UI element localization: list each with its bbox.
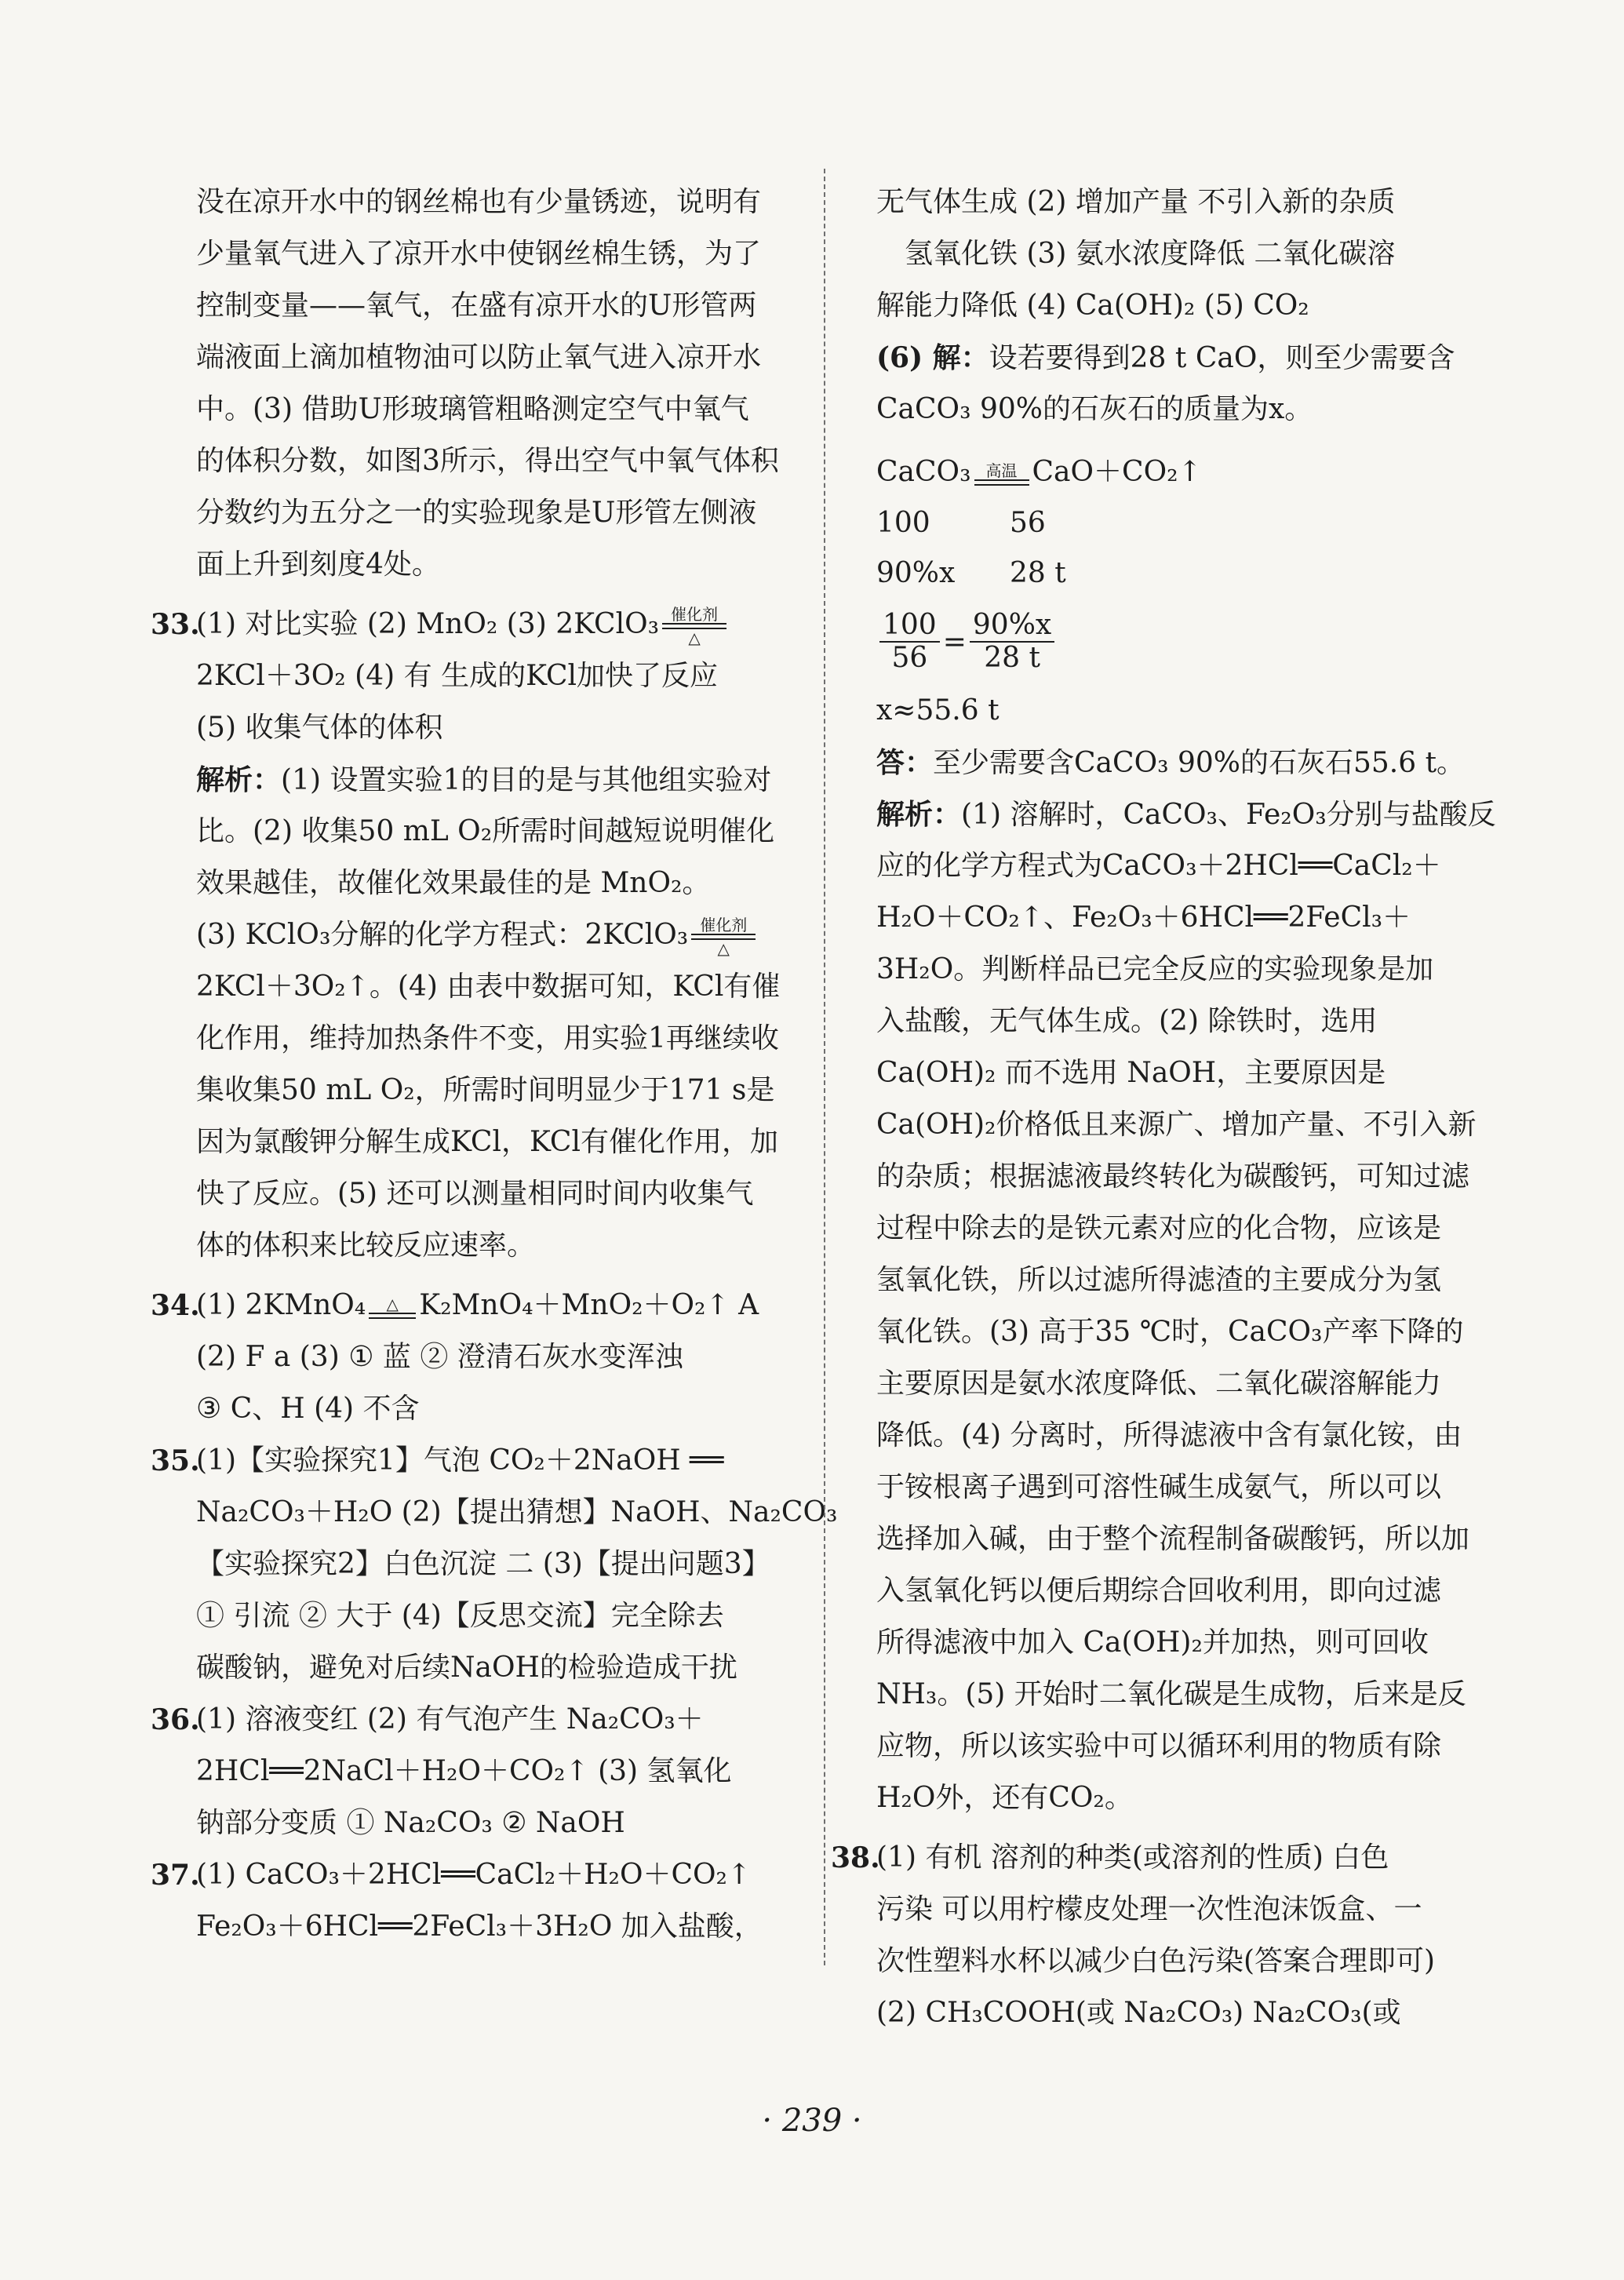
question-number: 35.	[151, 1444, 200, 1477]
analysis-text: 于铵根离子遇到可溶性碱生成氨气，所以可以	[876, 1471, 1442, 1503]
analysis-text: 氧化铁。(3) 高于35 ℃时，CaCO₃产率下降的	[876, 1316, 1464, 1348]
reaction-condition: 催化剂 △	[691, 916, 756, 957]
question-34	[151, 1280, 792, 1435]
question-number: 37.	[151, 1859, 200, 1892]
analysis-text: 化作用，维持加热条件不变，用实验1再继续收	[196, 1022, 779, 1054]
answer-line: 次性塑料水杯以减少白色污染(答案合理即可)	[876, 1945, 1436, 1977]
answer-line: 2HCl══2NaCl＋H₂O＋CO₂↑ (3) 氢氧化	[196, 1755, 732, 1787]
answer-line: (2) F a (3) ① 蓝 ② 澄清石灰水变浑浊	[196, 1341, 683, 1373]
solution-text: CaCO₃ 90%的石灰石的质量为x。	[876, 393, 1313, 425]
analysis-text: 所得滤液中加入 Ca(OH)₂并加热，则可回收	[876, 1626, 1429, 1659]
answer-line: 钠部分变质 ① Na₂CO₃ ② NaOH	[196, 1807, 625, 1839]
answer-line: (2) CH₃COOH(或 Na₂CO₃) Na₂CO₃(或	[876, 1997, 1401, 2029]
text-line: 分数约为五分之一的实验现象是U形管左侧液	[196, 497, 757, 529]
question-number: 33.	[151, 608, 200, 641]
text-line: 没在凉开水中的钢丝棉也有少量锈迹，说明有	[196, 186, 762, 218]
analysis-text: 体的体积来比较反应速率。	[196, 1229, 536, 1262]
question-number: 34.	[151, 1289, 200, 1322]
solution-label: (6) 解：	[876, 341, 989, 374]
analysis-text: NH₃。(5) 开始时二氧化碳是生成物，后来是反	[876, 1678, 1466, 1710]
answer-line: (1) 有机 溶剂的种类(或溶剂的性质) 白色	[876, 1841, 1389, 1874]
calc-cell: 56	[1010, 507, 1046, 539]
text-line: 面上升到刻度4处。	[196, 548, 440, 581]
answer-line: 2KCl＋3O₂ (4) 有 生成的KCl加快了反应	[196, 660, 719, 692]
calc-cell: 100	[876, 507, 930, 539]
analysis-text: (1) 溶解时，CaCO₃、Fe₂O₃分别与盐酸反	[961, 799, 1496, 831]
analysis-text: 主要原因是氨水浓度降低、二氧化碳溶解能力	[876, 1368, 1442, 1400]
analysis-text: 选择加入碱，由于整个流程制备碳酸钙，所以加	[876, 1523, 1470, 1555]
answer-line: 氢氧化铁 (3) 氨水浓度降低 二氧化碳溶	[905, 238, 1396, 270]
answer-line: 【实验探究2】白色沉淀 二 (3)【提出问题3】	[196, 1548, 770, 1580]
answer-line: ① 引流 ② 大于 (4)【反思交流】完全除去	[196, 1600, 724, 1632]
analysis-text: (3) KClO₃分解的化学方程式：2KClO₃	[196, 919, 689, 951]
answer-line: K₂MnO₄＋MnO₂＋O₂↑ A	[419, 1289, 759, 1321]
answer-line: (1) 2KMnO₄	[196, 1289, 366, 1321]
analysis-text: Ca(OH)₂ 而不选用 NaOH，主要原因是	[876, 1057, 1386, 1089]
answer-line: (1) 溶液变红 (2) 有气泡产生 Na₂CO₃＋	[196, 1703, 704, 1735]
answer-text: 至少需要含CaCO₃ 90%的石灰石55.6 t。	[933, 747, 1466, 779]
answer-line: (1)【实验探究1】气泡 CO₂＋2NaOH ══	[196, 1444, 724, 1477]
answer-line: 污染 可以用柠檬皮处理一次性泡沫饭盒、一	[876, 1893, 1422, 1925]
analysis-text: (1) 设置实验1的目的是与其他组实验对	[281, 764, 772, 796]
text-line: 端液面上滴加植物油可以防止氧气进入凉开水	[196, 341, 762, 373]
analysis-text: 2KCl＋3O₂↑。(4) 由表中数据可知，KCl有催	[196, 971, 781, 1003]
text-line: 少量氧气进入了凉开水中使钢丝棉生锈，为了	[196, 238, 762, 270]
answer-line: ③ C、H (4) 不含	[196, 1393, 420, 1425]
answer-line: Fe₂O₃＋6HCl══2FeCl₃＋3H₂O 加入盐酸，	[196, 1910, 763, 1943]
text-line: 的体积分数，如图3所示，得出空气中氧气体积	[196, 445, 779, 477]
question-35	[151, 1435, 838, 1694]
analysis-text: 快了反应。(5) 还可以测量相同时间内收集气	[196, 1178, 754, 1210]
answer-line: 碳酸钠，避免对后续NaOH的检验造成干扰	[196, 1652, 737, 1684]
stoichiometry-table	[876, 498, 1473, 599]
analysis-text: 应物，所以该实验中可以循环利用的物质有除	[876, 1730, 1442, 1762]
analysis-text: 应的化学方程式为CaCO₃＋2HCl══CaCl₂＋	[876, 850, 1441, 882]
reaction-condition: 催化剂 △	[662, 606, 726, 646]
proportion-equation: $\frac{100}{56}$ = $\frac{90\%x}{28 t}$	[876, 599, 1473, 685]
analysis-text: 的杂质；根据滤液最终转化为碳酸钙，可知过滤	[876, 1160, 1470, 1193]
question-number: 38.	[831, 1841, 880, 1874]
answer-line: (5) 收集气体的体积	[196, 712, 443, 744]
column-divider	[824, 169, 825, 1965]
answer-line: Na₂CO₃＋H₂O (2)【提出猜想】NaOH、Na₂CO₃	[196, 1496, 838, 1528]
left-column	[151, 177, 838, 1953]
analysis-text: 3H₂O。判断样品已完全反应的实验现象是加	[876, 953, 1434, 985]
text-line: 控制变量——氧气，在盛有凉开水的U形管两	[196, 290, 757, 322]
analysis-text: H₂O＋CO₂↑、Fe₂O₃＋6HCl══2FeCl₃＋	[876, 901, 1411, 934]
question-33	[151, 599, 792, 1272]
answer-line: 解能力降低 (4) Ca(OH)₂ (5) CO₂	[876, 290, 1309, 322]
analysis-text: 因为氯酸钾分解生成KCl，KCl有催化作用，加	[196, 1126, 778, 1158]
analysis-label: 解析：	[876, 798, 962, 831]
question-37	[151, 1849, 792, 1953]
reaction-condition: △	[369, 1295, 416, 1319]
solution-text: 设若要得到28 t CaO，则至少需要含	[989, 342, 1455, 374]
answer-line: (1) CaCO₃＋2HCl══CaCl₂＋H₂O＋CO₂↑	[196, 1859, 752, 1891]
analysis-text: H₂O外，还有CO₂。	[876, 1782, 1133, 1814]
answer-line: 无气体生成 (2) 增加产量 不引入新的杂质	[876, 186, 1396, 218]
text-line: 中。(3) 借助U形玻璃管粗略测定空气中氧气	[196, 393, 749, 425]
analysis-text: 入氢氧化钙以便后期综合回收利用，即向过滤	[876, 1575, 1442, 1607]
analysis-text: 集收集50 mL O₂，所需时间明显少于171 s是	[196, 1074, 775, 1106]
right-column	[831, 177, 1496, 2039]
analysis-label: 解析：	[196, 763, 282, 796]
answer-label: 答：	[876, 746, 934, 779]
chemical-equation: CaCO₃ 高温 CaO＋CO₂↑	[876, 456, 1202, 488]
result: x≈55.6 t	[876, 694, 1000, 727]
question-38	[831, 1832, 1473, 2039]
question-number: 36.	[151, 1703, 200, 1736]
question-36	[151, 1694, 792, 1849]
analysis-text: 比。(2) 收集50 mL O₂所需时间越短说明催化	[196, 815, 775, 847]
page-number: · 239 ·	[762, 2103, 862, 2139]
analysis-text: Ca(OH)₂价格低且来源广、增加产量、不引入新	[876, 1109, 1477, 1141]
analysis-text: 降低。(4) 分离时，所得滤液中含有氯化铵，由	[876, 1419, 1462, 1451]
analysis-text: 过程中除去的是铁元素对应的化合物，应该是	[876, 1212, 1442, 1244]
calc-cell: 28 t	[1010, 557, 1066, 589]
analysis-text: 效果越佳，故催化效果最佳的是 MnO₂。	[196, 867, 711, 899]
answer-line: (1) 对比实验 (2) MnO₂ (3) 2KClO₃	[196, 608, 660, 640]
analysis-text: 氢氧化铁，所以过滤所得滤渣的主要成分为氢	[876, 1264, 1442, 1296]
calc-cell: 90%x	[876, 557, 956, 589]
analysis-text: 入盐酸，无气体生成。(2) 除铁时，选用	[876, 1005, 1378, 1037]
